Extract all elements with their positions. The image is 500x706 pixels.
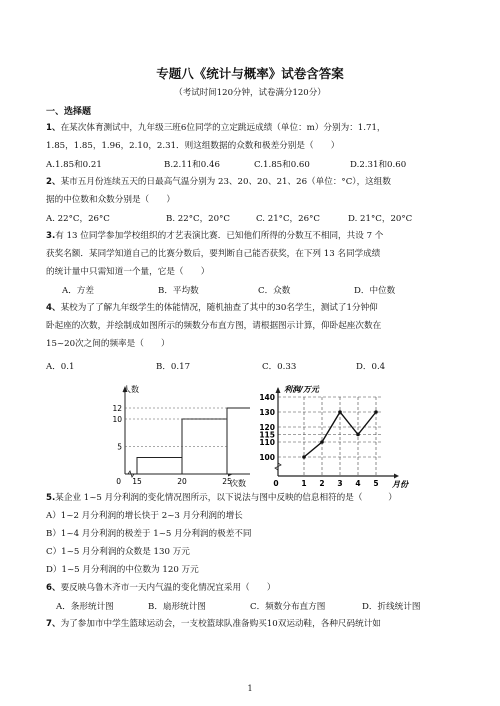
- y-axis-title: 人数: [123, 385, 139, 394]
- question-number: 5.: [46, 493, 56, 503]
- y-axis-title: 利润/万元: [284, 385, 319, 394]
- question-text: 为了参加市中学生篮球运动会，一支校篮球队准备购买10双运动鞋，各种尺码统计如: [60, 619, 381, 629]
- question-1-cont: 1.85，1.85，1.96，2.10，2.31．则这组数据的众数和极差分别是（ ）: [46, 141, 340, 151]
- y-tick-label: 115: [259, 430, 275, 440]
- profit-line-chart: [252, 384, 422, 492]
- y-tick-label: 12: [112, 404, 122, 413]
- x-tick-label: 5: [373, 479, 379, 488]
- question-7: [46, 618, 381, 630]
- x-tick-label: 1: [301, 479, 307, 488]
- q3-option-a: A．方差: [62, 286, 94, 296]
- question-text: 有 13 位同学参加学校组织的才艺表演比赛．已知他们所得的分数互不相同，共设 7 个: [55, 231, 384, 241]
- q4-option-c: C．0.33: [262, 362, 297, 372]
- question-number: 7、: [46, 619, 61, 629]
- question-3-cont: 的统计量中只需知道一个量，它是（ ）: [46, 267, 210, 277]
- x-axis-title: 月份: [392, 480, 408, 489]
- y-tick-label: 110: [259, 438, 275, 447]
- q1-option-d: D.2.31和0.60: [350, 160, 407, 170]
- question-1: [46, 122, 386, 134]
- q1-option-c: C.1.85和0.60: [254, 160, 310, 170]
- q3-option-c: C．众数: [258, 286, 291, 296]
- question-text: 要反映乌鲁木齐市一天内气温的变化情况宜采用（ ）: [60, 583, 276, 593]
- question-number: 4、: [46, 303, 61, 313]
- q5-choice-d: D）1~5 月分利润的中位数为 120 万元: [46, 565, 199, 575]
- histogram-bar: [182, 419, 227, 474]
- question-3-cont: 获奖名额．某同学知道自己的比赛分数后，要判断自己能否获奖，在下列 13 名同学成绩: [46, 249, 381, 259]
- question-5: [46, 492, 397, 504]
- origin-label: 0: [116, 477, 121, 486]
- question-text: 某校为了了解九年级学生的体能情况，随机抽查了其中的30名学生，测试了1分钟仰: [60, 303, 378, 313]
- data-point: [374, 410, 378, 414]
- question-4: [46, 302, 378, 314]
- frequency-histogram: [100, 382, 250, 492]
- question-text: 某企业 1~5 月分利润的变化情况图所示，以下说法与图中反映的信息相符的是（ ）: [55, 493, 397, 503]
- q2-option-d: D. 21°C，20°C: [348, 214, 413, 224]
- question-number: 2、: [46, 177, 61, 187]
- question-2-cont: 据的中位数和众数分别是（ ）: [46, 195, 175, 205]
- q1-option-b: B.2.11和0.46: [164, 160, 220, 170]
- section-heading: 一、选择题: [46, 107, 92, 117]
- q2-option-b: B. 22°C，20°C: [166, 214, 230, 224]
- x-tick-label: 15: [132, 477, 142, 486]
- data-point: [356, 433, 360, 437]
- y-axis-arrow: [276, 387, 281, 393]
- q4-option-d: D．0.4: [356, 362, 386, 372]
- x-tick-label: 4: [355, 479, 361, 488]
- x-tick-label: 2: [319, 479, 325, 488]
- data-point: [338, 410, 342, 414]
- q1-option-a: A.1.85和0.21: [46, 160, 102, 170]
- q6-option-a: A．条形统计图: [56, 602, 114, 612]
- question-6: [46, 582, 275, 594]
- q4-option-b: B．0.17: [156, 362, 191, 372]
- q3-option-b: B．平均数: [158, 286, 199, 296]
- x-tick-label: 0: [273, 479, 279, 488]
- x-tick-label: 3: [337, 479, 343, 488]
- q6-option-b: B．扇形统计图: [148, 602, 206, 612]
- y-tick-label: 130: [259, 408, 275, 417]
- data-point: [302, 455, 306, 459]
- question-4-cont: 卧起座的次数，并绘制成如图所示的频数分布直方图，请根据图示计算，仰卧起座次数在: [46, 321, 382, 331]
- y-tick-label: 10: [112, 415, 122, 424]
- q4-option-a: A．0.1: [46, 362, 75, 372]
- histogram-bar: [227, 408, 250, 474]
- question-number: 3.: [46, 231, 56, 241]
- y-tick-label: 120: [259, 423, 275, 432]
- histogram-bar: [137, 458, 182, 475]
- question-3: [46, 230, 383, 242]
- question-text: 某市五月份连续五天的日最高气温分别为 23、20、20、21、26（单位：°C），这组数: [60, 177, 391, 187]
- q5-choice-c: C）1~5 月分利润的众数是 130 万元: [46, 547, 190, 557]
- q5-choice-b: B）1~4 月分利润的极差于 1~5 月分利润的极差不同: [46, 529, 252, 539]
- question-number: 1、: [46, 123, 61, 133]
- y-tick-label: 5: [117, 442, 122, 452]
- question-text: 在某次体育测试中，九年级三班6位同学的立定跳远成绩（单位：m）分别为：1.71，: [60, 123, 386, 133]
- page-number: 1: [247, 684, 253, 693]
- x-axis-arrow: [394, 474, 399, 479]
- question-2: [46, 176, 391, 188]
- q6-option-d: D．折线统计图: [362, 602, 421, 612]
- x-tick-label: 25: [222, 477, 232, 486]
- data-point: [320, 440, 324, 444]
- q2-option-a: A. 22°C，26°C: [46, 214, 110, 224]
- y-tick-label: 100: [259, 453, 275, 462]
- question-number: 6、: [46, 583, 61, 593]
- q2-option-c: C. 21°C，26°C: [256, 214, 320, 224]
- x-axis-title: 次数: [230, 479, 246, 488]
- q5-choice-a: A）1~2 月分利润的增长快于 2~3 月分利润的增长: [46, 511, 243, 521]
- exam-subtitle: （考试时间120分钟，试卷满分120分）: [174, 88, 326, 98]
- x-tick-label: 20: [177, 477, 187, 486]
- question-4-cont: 15~20次之间的频率是（ ）: [46, 339, 170, 349]
- page-title: 专题八《统计与概率》试卷含答案: [156, 66, 344, 81]
- q6-option-c: C．频数分布直方图: [250, 602, 326, 612]
- y-tick-label: 140: [259, 393, 275, 402]
- q3-option-d: D．中位数: [354, 286, 396, 296]
